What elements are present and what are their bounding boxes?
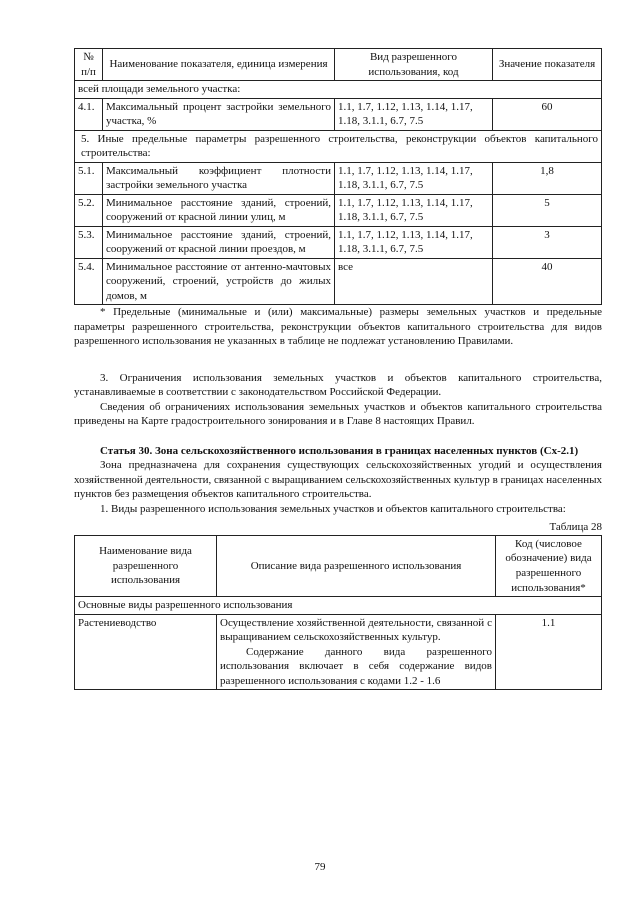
table-row <box>75 162 602 194</box>
page-number: 79 <box>314 861 326 873</box>
use-description-part-1: Осуществление хозяйственной деятельности, связанной с выращиванием сельскохозяйственных культур. <box>220 616 492 644</box>
table-header-row <box>75 535 602 596</box>
item-1: 1. Виды разрешенного использования земельных участков и объектов капитального строительства: <box>100 502 566 515</box>
row-code: 1.1, 1.7, 1.12, 1.13, 1.14, 1.17, 1.18, 3.1.1, 6.7, 7.5 <box>335 162 493 194</box>
article-heading: Статья 30. Зона сельскохозяйственного использования в границах населенных пунктов (Сх-2.1) <box>100 444 579 457</box>
table-caption: Таблица 28 <box>549 521 602 534</box>
permitted-use-table <box>74 535 602 690</box>
use-description <box>217 614 496 690</box>
zone-description: Зона предназначена для сохранения существующих сельскохозяйственных угодий и осуществления хозяйственной деятельности, связанной с выращиванием сельскохозяйственных культур в границах населенных пунктов без размещения объектов капитального строительства. <box>74 459 602 501</box>
header-code: Вид разрешенного использования, код <box>335 49 493 81</box>
row-name: Максимальный коэффициент плотности застройки земельного участка <box>103 162 335 194</box>
row-code: 1.1, 1.7, 1.12, 1.13, 1.14, 1.17, 1.18, 3.1.1, 6.7, 7.5 <box>335 194 493 226</box>
section-5-title: 5. Иные предельные параметры разрешенного строительства, реконструкции объектов капитального строительства: <box>75 130 602 162</box>
row-name: Минимальное расстояние зданий, строений, сооружений от красной линии улиц, м <box>103 194 335 226</box>
header-use-name: Наименование вида разрешенного использования <box>75 535 217 596</box>
row-name: Минимальное расстояние зданий, строений, сооружений от красной линии проездов, м <box>103 226 335 258</box>
section-row <box>75 597 602 615</box>
continuation-cell: всей площади земельного участка: <box>75 81 602 99</box>
use-description-part-2: Содержание данного вида разрешенного использования включает в себя содержание видов разрешенного использования с кодами 1.2 - 1.6 <box>220 645 492 687</box>
table-row <box>75 81 602 99</box>
section-row <box>75 130 602 162</box>
row-num: 5.3. <box>75 226 103 258</box>
header-use-code: Код (числовое обозначение) вида разрешенного использования* <box>496 535 602 596</box>
table-row <box>75 226 602 258</box>
header-name: Наименование показателя, единица измерения <box>103 49 335 81</box>
use-name: Растениеводство <box>75 614 217 690</box>
row-num: 5.4. <box>75 258 103 305</box>
row-value: 40 <box>493 258 602 305</box>
use-code: 1.1 <box>496 614 602 690</box>
section-main-uses: Основные виды разрешенного использования <box>75 597 602 615</box>
paragraph-3: 3. Ограничения использования земельных участков и объектов капитального строительства, устанавливаемые в соответствии с законодательством Российской Федерации. <box>74 371 602 399</box>
row-name: Минимальное расстояние от антенно-мачтовых сооружений, строений, устройств до жилых домов, м <box>103 258 335 305</box>
row-value: 60 <box>493 98 602 130</box>
row-value: 1,8 <box>493 162 602 194</box>
row-code: 1.1, 1.7, 1.12, 1.13, 1.14, 1.17, 1.18, 3.1.1, 6.7, 7.5 <box>335 98 493 130</box>
header-num: № п/п <box>75 49 103 81</box>
row-name: Максимальный процент застройки земельного участка, % <box>103 98 335 130</box>
row-num: 4.1. <box>75 98 103 130</box>
header-use-description: Описание вида разрешенного использования <box>217 535 496 596</box>
row-code: 1.1, 1.7, 1.12, 1.13, 1.14, 1.17, 1.18, 3.1.1, 6.7, 7.5 <box>335 226 493 258</box>
row-value: 3 <box>493 226 602 258</box>
parameters-table <box>74 48 602 305</box>
table-row <box>75 614 602 690</box>
row-num: 5.1. <box>75 162 103 194</box>
row-num: 5.2. <box>75 194 103 226</box>
header-value: Значение показателя <box>493 49 602 81</box>
document-page <box>74 48 602 690</box>
table-row <box>75 258 602 305</box>
row-value: 5 <box>493 194 602 226</box>
footnote: * Предельные (минимальные и (или) максимальные) размеры земельных участков и предельные параметры разрешенного строительства, реконструкции объектов капитального строительства для видов разрешенного использования не указанных в таблице не подлежат установлению Правилами. <box>74 306 602 348</box>
table-row <box>75 98 602 130</box>
row-code: все <box>335 258 493 305</box>
paragraph-info: Сведения об ограничениях использования земельных участков и объектов капитального строительства приведены на Карте градостроительного зонирования и в Главе 8 настоящих Правил. <box>74 400 602 428</box>
table-header-row <box>75 49 602 81</box>
table-row <box>75 194 602 226</box>
